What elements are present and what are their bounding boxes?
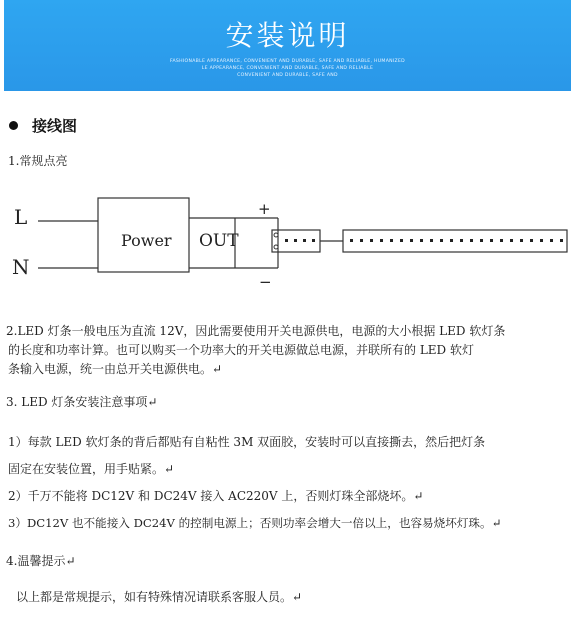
led-dot-icon xyxy=(510,239,513,242)
led-dot-icon xyxy=(560,239,563,242)
para3-item2: 2）千万不能将 DC12V 和 DC24V 接入 AC220V 上，否则灯珠全部烧坏。↵ xyxy=(8,489,424,503)
led-dot-icon xyxy=(360,239,363,242)
led-dot-icon xyxy=(480,239,483,242)
banner-subtitle-line3: CONVENIENT AND DURABLE, SAFE AND xyxy=(237,73,338,78)
connector-minus-icon xyxy=(274,245,278,249)
led-dot-icon xyxy=(460,239,463,242)
para2-line2: 的长度和功率计算。也可以购买一个功率大的开关电源做总电源，并联所有的 LED 软灯 xyxy=(8,343,474,357)
led-dot-icon xyxy=(380,239,383,242)
led-dot-icon xyxy=(303,239,306,242)
led-dot-icon xyxy=(530,239,533,242)
out-label: OUT xyxy=(199,231,239,251)
led-dot-icon xyxy=(500,239,503,242)
para3-item1-line1: 1）每款 LED 软灯条的背后都贴有自粘性 3M 双面胶，安装时可以直接撕去，然后把灯条 xyxy=(8,435,486,449)
section-heading-text: 接线图 xyxy=(32,117,78,135)
led-dot-icon xyxy=(294,239,297,242)
label-n: N xyxy=(12,255,30,279)
led-dot-icon xyxy=(400,239,403,242)
led-dot-icon xyxy=(520,239,523,242)
led-dot-icon xyxy=(490,239,493,242)
para2-line1: 2.LED 灯条一般电压为直流 12V，因此需要使用开关电源供电，电源的大小根据 LED 软灯条 xyxy=(6,324,506,338)
para4-title: 4.温馨提示↵ xyxy=(6,554,76,568)
led-dot-icon xyxy=(350,239,353,242)
led-dot-icon xyxy=(470,239,473,242)
label-l: L xyxy=(14,205,28,229)
led-dot-icon xyxy=(420,239,423,242)
led-dot-icon xyxy=(450,239,453,242)
plus-sign: + xyxy=(258,200,271,218)
para4-text: 以上都是常规提示，如有特殊情况请联系客服人员。↵ xyxy=(16,590,303,604)
connector-plus-icon xyxy=(274,233,278,237)
led-dot-icon xyxy=(390,239,393,242)
led-dot-icon xyxy=(430,239,433,242)
led-dot-icon xyxy=(540,239,543,242)
para3-item3: 3）DC12V 也不能接入 DC24V 的控制电源上；否则功率会增大一倍以上，也容易烧坏灯珠。↵ xyxy=(8,516,502,530)
para3-title: 3. LED 灯条安装注意事项↵ xyxy=(6,395,158,409)
subheading-normal-lighting: 1.常规点亮 xyxy=(8,154,68,168)
power-label: Power xyxy=(121,231,172,250)
para3-item1-line2: 固定在安装位置，用手贴紧。↵ xyxy=(8,462,175,476)
banner-subtitle-line2: LE APPEARANCE, CONVENIENT AND DURABLE, SAFE AND RELIABLE xyxy=(201,66,374,71)
led-dot-icon xyxy=(285,239,288,242)
led-dot-icon xyxy=(370,239,373,242)
para2-line3: 条输入电源，统一由总开关电源供电。↵ xyxy=(8,362,223,376)
minus-sign: − xyxy=(259,273,272,291)
banner-title: 安装说明 xyxy=(225,19,350,52)
led-dot-icon xyxy=(312,239,315,242)
led-dot-icon xyxy=(410,239,413,242)
led-dot-icon xyxy=(550,239,553,242)
wiring-diagram xyxy=(0,0,575,300)
led-strip-segment2 xyxy=(343,230,567,252)
banner-subtitle-line1: FASHIONABLE APPEARANCE, CONVENIENT AND DURABLE, SAFE AND RELIABLE, HUMANIZED xyxy=(169,59,406,64)
led-dot-icon xyxy=(440,239,443,242)
